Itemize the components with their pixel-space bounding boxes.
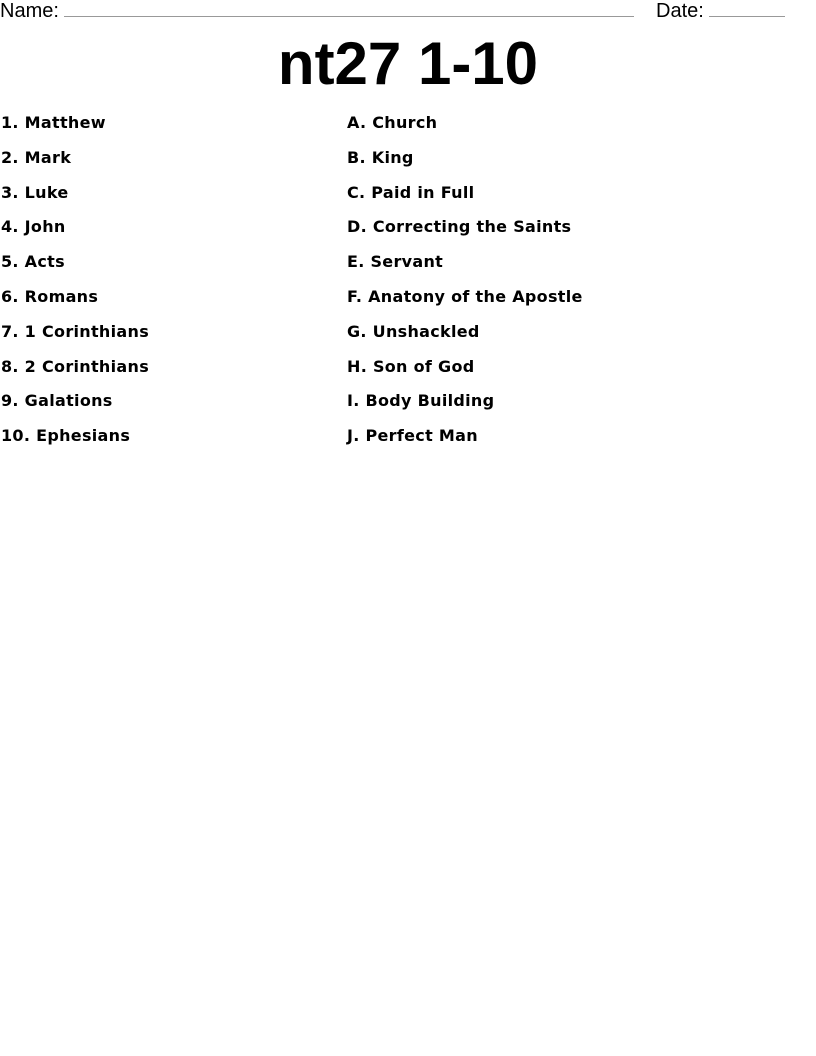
- answer-item: G. Unshackled: [347, 321, 480, 341]
- term-item: 5. Acts: [1, 252, 65, 272]
- answer-item: J. Perfect Man: [347, 426, 478, 446]
- term-item: 1. Matthew: [1, 113, 106, 132]
- term-item: 9. Galations: [1, 391, 113, 411]
- date-field[interactable]: [656, 0, 785, 22]
- answer-item: E. Servant: [347, 252, 444, 272]
- answer-item: C. Paid in Full: [347, 182, 475, 202]
- answers-list: [347, 112, 583, 460]
- date-label: Date:: [656, 0, 704, 22]
- term-item: 7. 1 Corinthians: [1, 321, 150, 341]
- term-item: 6. Romans: [1, 286, 99, 306]
- answer-item: I. Body Building: [347, 391, 495, 411]
- term-item: 2. Mark: [1, 147, 72, 167]
- term-item: 4. John: [1, 217, 66, 237]
- name-blank-line[interactable]: [64, 0, 634, 17]
- term-item: 3. Luke: [1, 182, 69, 202]
- name-label: Name:: [0, 0, 59, 22]
- name-field[interactable]: [0, 0, 634, 22]
- term-item: 10. Ephesians: [1, 426, 131, 446]
- date-blank-line[interactable]: [709, 0, 785, 17]
- term-item: 8. 2 Corinthians: [1, 356, 150, 376]
- answer-item: A. Church: [347, 113, 438, 132]
- answer-item: D. Correcting the Saints: [347, 217, 572, 237]
- page-title: nt27 1-10: [277, 30, 539, 97]
- answer-item: B. King: [347, 147, 414, 167]
- answer-item: F. Anatony of the Apostle: [347, 286, 583, 306]
- answer-item: H. Son of God: [347, 356, 475, 376]
- terms-list: [1, 112, 149, 460]
